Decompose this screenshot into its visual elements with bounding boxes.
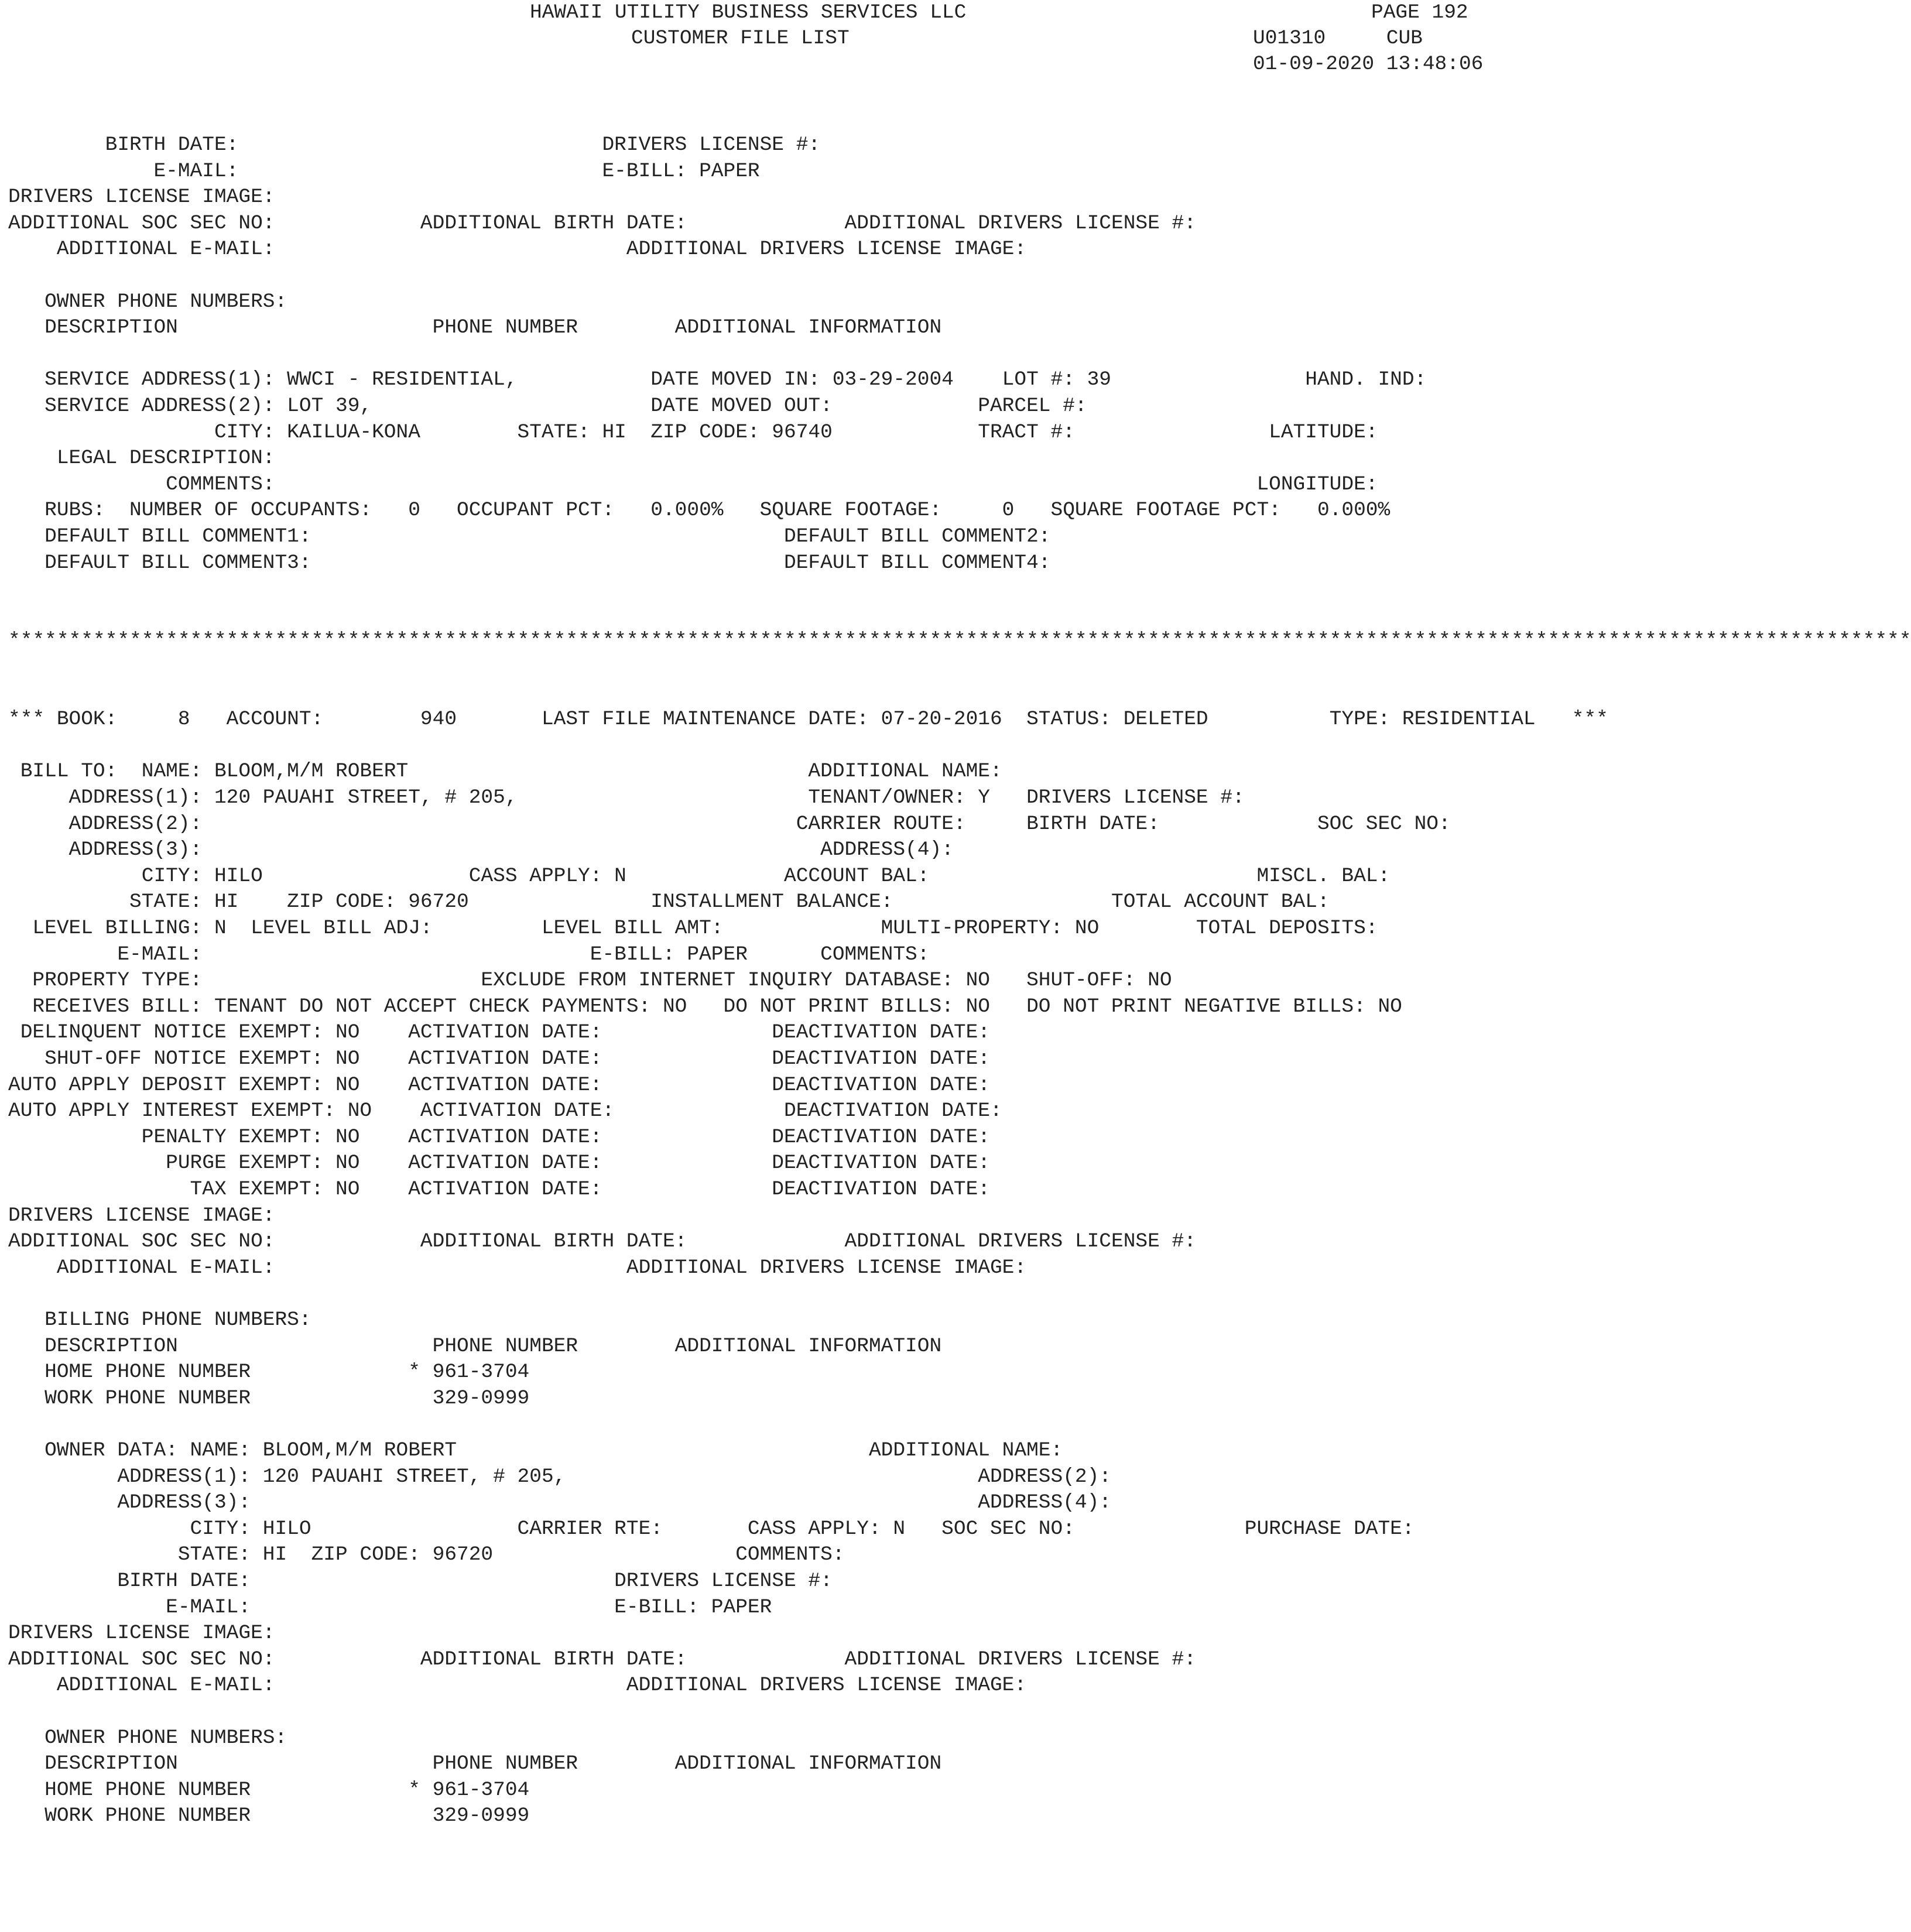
report-line: BILLING PHONE NUMBERS: — [8, 1308, 311, 1331]
report-code: U01310 CUB — [1253, 27, 1423, 50]
report-line: STATE: HI ZIP CODE: 96720 INSTALLMENT BALANCE: TOTAL ACCOUNT BAL: — [8, 890, 1330, 913]
report-line: OWNER PHONE NUMBERS: — [8, 1727, 287, 1749]
company-name: HAWAII UTILITY BUSINESS SERVICES LLC — [530, 1, 967, 24]
report-line: CITY: HILO CARRIER RTE: CASS APPLY: N SOC SEC NO: PURCHASE DATE: — [8, 1517, 1415, 1540]
report-line: WORK PHONE NUMBER 329-0999 — [8, 1804, 530, 1827]
report-title: CUSTOMER FILE LIST — [631, 27, 850, 50]
report-line: ADDRESS(1): 120 PAUAHI STREET, # 205, ADDRESS(2): — [8, 1465, 1112, 1488]
report-line: ADDITIONAL E-MAIL: ADDITIONAL DRIVERS LICENSE IMAGE: — [8, 238, 1027, 261]
report-line: DRIVERS LICENSE IMAGE: — [8, 1204, 275, 1227]
report-line: AUTO APPLY DEPOSIT EXEMPT: NO ACTIVATION DATE: DEACTIVATION DATE: — [8, 1074, 990, 1097]
report-line: PURGE EXEMPT: NO ACTIVATION DATE: DEACTIVATION DATE: — [8, 1152, 990, 1174]
report-line: PROPERTY TYPE: EXCLUDE FROM INTERNET INQUIRY DATABASE: NO SHUT-OFF: NO — [8, 969, 1172, 992]
report-line: RUBS: NUMBER OF OCCUPANTS: 0 OCCUPANT PCT: 0.000% SQUARE FOOTAGE: 0 SQUARE FOOTAGE PCT: 0.000% — [8, 499, 1391, 522]
report-line: DESCRIPTION PHONE NUMBER ADDITIONAL INFORMATION — [8, 316, 942, 339]
report-line: ************************************************************************************************************************************************************* — [8, 629, 1911, 652]
report-timestamp: 01-09-2020 13:48:06 — [1253, 53, 1484, 76]
report-line: BILL TO: NAME: BLOOM,M/M ROBERT ADDITIONAL NAME: — [8, 760, 1002, 783]
report-line: SHUT-OFF NOTICE EXEMPT: NO ACTIVATION DATE: DEACTIVATION DATE: — [8, 1047, 990, 1070]
report-line: BIRTH DATE: DRIVERS LICENSE #: — [8, 1570, 833, 1592]
report-line: PENALTY EXEMPT: NO ACTIVATION DATE: DEACTIVATION DATE: — [8, 1126, 990, 1149]
report-line: COMMENTS: LONGITUDE: — [8, 473, 1378, 496]
report-line: ADDRESS(3): ADDRESS(4): — [8, 838, 954, 861]
report-line: DESCRIPTION PHONE NUMBER ADDITIONAL INFORMATION — [8, 1752, 942, 1775]
report-line: SERVICE ADDRESS(1): WWCI - RESIDENTIAL, DATE MOVED IN: 03-29-2004 LOT #: 39 HAND. IND: — [8, 368, 1427, 391]
report-line: ADDITIONAL SOC SEC NO: ADDITIONAL BIRTH DATE: ADDITIONAL DRIVERS LICENSE #: — [8, 212, 1196, 235]
report-line: TAX EXEMPT: NO ACTIVATION DATE: DEACTIVATION DATE: — [8, 1178, 990, 1201]
report-line: RECEIVES BILL: TENANT DO NOT ACCEPT CHECK PAYMENTS: NO DO NOT PRINT BILLS: NO DO NOT PRINT NEGATIVE BILLS: NO — [8, 995, 1402, 1018]
report-line: ADDITIONAL SOC SEC NO: ADDITIONAL BIRTH DATE: ADDITIONAL DRIVERS LICENSE #: — [8, 1230, 1196, 1253]
report-line: E-MAIL: E-BILL: PAPER — [8, 160, 760, 183]
report-line: OWNER DATA: NAME: BLOOM,M/M ROBERT ADDITIONAL NAME: — [8, 1439, 1063, 1462]
report-line: LEGAL DESCRIPTION: — [8, 447, 275, 470]
report-line: ADDITIONAL E-MAIL: ADDITIONAL DRIVERS LICENSE IMAGE: — [8, 1256, 1027, 1279]
report-line: CITY: HILO CASS APPLY: N ACCOUNT BAL: MISCL. BAL: — [8, 865, 1391, 888]
report-line: BIRTH DATE: DRIVERS LICENSE #: — [8, 133, 821, 156]
report-line: HOME PHONE NUMBER * 961-3704 — [8, 1779, 530, 1801]
report-line: HOME PHONE NUMBER * 961-3704 — [8, 1361, 530, 1383]
report-line: DEFAULT BILL COMMENT3: DEFAULT BILL COMMENT4: — [8, 551, 1051, 574]
report-line: DELINQUENT NOTICE EXEMPT: NO ACTIVATION DATE: DEACTIVATION DATE: — [8, 1021, 990, 1044]
report-line: DRIVERS LICENSE IMAGE: — [8, 186, 275, 208]
report-line: AUTO APPLY INTEREST EXEMPT: NO ACTIVATION DATE: DEACTIVATION DATE: — [8, 1099, 1002, 1122]
report-line: E-MAIL: E-BILL: PAPER — [8, 1596, 772, 1619]
report-line: ADDITIONAL E-MAIL: ADDITIONAL DRIVERS LICENSE IMAGE: — [8, 1674, 1027, 1697]
report-line: STATE: HI ZIP CODE: 96720 COMMENTS: — [8, 1543, 845, 1566]
report-line: DESCRIPTION PHONE NUMBER ADDITIONAL INFORMATION — [8, 1335, 942, 1358]
report-line: ADDRESS(2): CARRIER ROUTE: BIRTH DATE: SOC SEC NO: — [8, 813, 1451, 835]
report-line: WORK PHONE NUMBER 329-0999 — [8, 1387, 530, 1410]
report-line: CITY: KAILUA-KONA STATE: HI ZIP CODE: 96740 TRACT #: LATITUDE: — [8, 421, 1378, 444]
report-line: SERVICE ADDRESS(2): LOT 39, DATE MOVED OUT: PARCEL #: — [8, 395, 1087, 417]
report-line: OWNER PHONE NUMBERS: — [8, 290, 287, 313]
page-number: PAGE 192 — [1371, 1, 1468, 24]
report-line: ADDRESS(3): ADDRESS(4): — [8, 1491, 1112, 1514]
report-line: ADDITIONAL SOC SEC NO: ADDITIONAL BIRTH DATE: ADDITIONAL DRIVERS LICENSE #: — [8, 1648, 1196, 1671]
report-line: LEVEL BILLING: N LEVEL BILL ADJ: LEVEL BILL AMT: MULTI-PROPERTY: NO TOTAL DEPOSITS: — [8, 917, 1378, 940]
report-line: DRIVERS LICENSE IMAGE: — [8, 1622, 275, 1645]
report-line: ADDRESS(1): 120 PAUAHI STREET, # 205, TENANT/OWNER: Y DRIVERS LICENSE #: — [8, 786, 1245, 809]
report-line: *** BOOK: 8 ACCOUNT: 940 LAST FILE MAINTENANCE DATE: 07-20-2016 STATUS: DELETED TYPE: RESIDENTIAL *** — [8, 708, 1608, 731]
report-line: DEFAULT BILL COMMENT1: DEFAULT BILL COMMENT2: — [8, 525, 1051, 548]
report-line: E-MAIL: E-BILL: PAPER COMMENTS: — [8, 943, 930, 966]
